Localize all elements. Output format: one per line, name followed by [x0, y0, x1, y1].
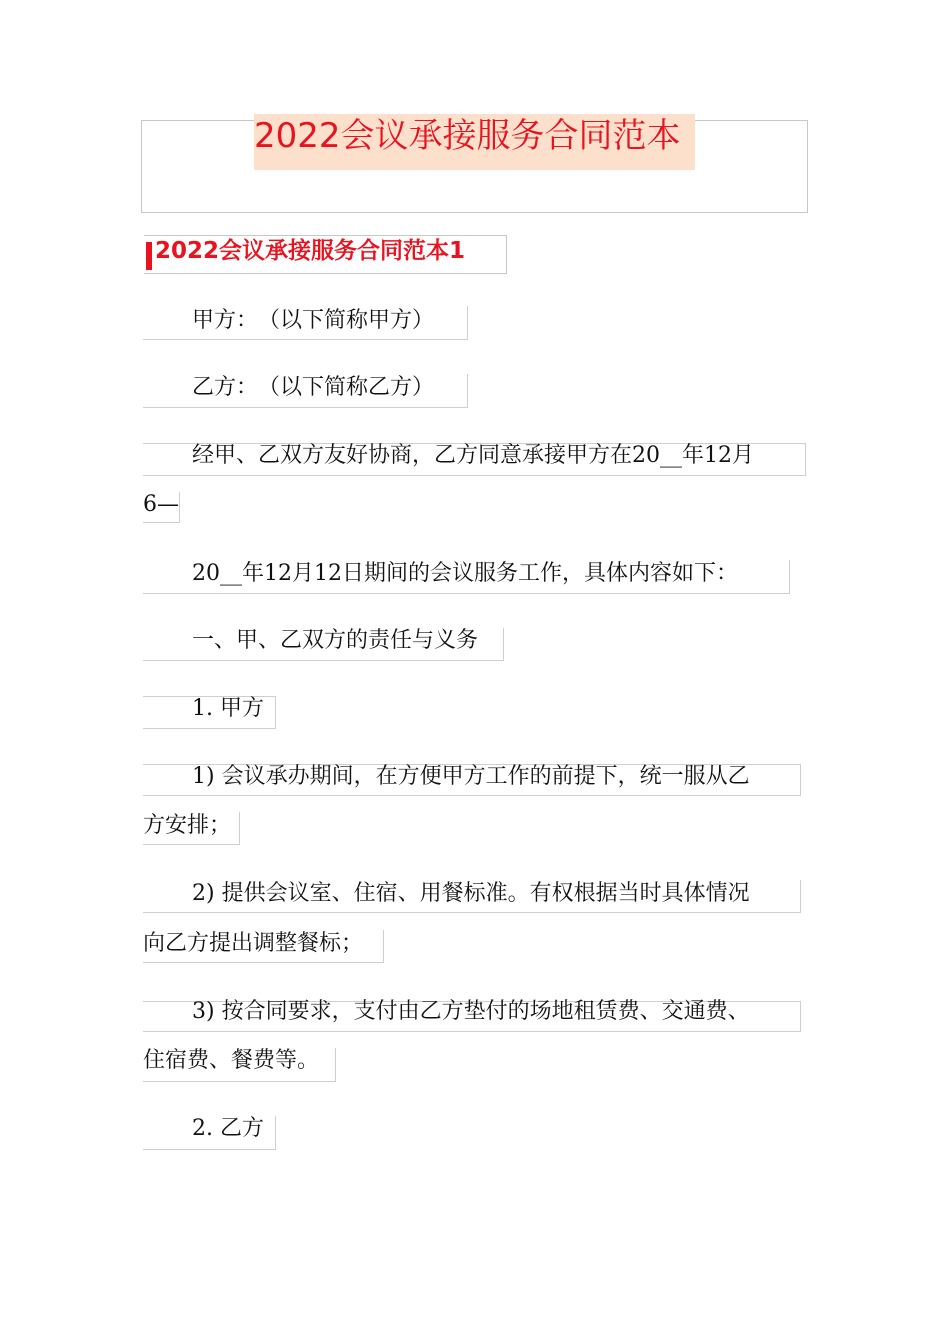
paragraph-line: 20__年12月12日期间的会议服务工作，具体内容如下： — [192, 561, 738, 586]
paragraph-line: 6— — [143, 492, 179, 517]
subclause-heading: 2. 乙方 — [192, 1116, 264, 1141]
party-a-line: 甲方： （以下简称甲方） — [192, 308, 435, 333]
list-item: 3) 按合同要求，支付由乙方垫付的场地租赁费、交通费、 — [192, 999, 750, 1024]
clause-heading: 一、甲、乙双方的责任与义务 — [192, 628, 479, 653]
list-item: 向乙方提出调整餐标； — [143, 931, 364, 956]
paragraph-line: 经甲、乙双方友好协商，乙方同意承接甲方在20__年12月 — [192, 443, 754, 468]
list-item: 方安排； — [143, 813, 232, 838]
party-b-line: 乙方： （以下简称乙方） — [192, 375, 435, 400]
list-item: 住宿费、餐费等。 — [143, 1048, 320, 1073]
section-heading: 2022会议承接服务合同范本1 — [155, 238, 466, 264]
list-item: 2) 提供会议室、住宿、用餐标准。有权根据当时具体情况 — [192, 881, 750, 906]
section-marker — [146, 242, 152, 270]
subclause-heading: 1. 甲方 — [192, 696, 264, 721]
document-title: 2022会议承接服务合同范本 — [254, 114, 695, 170]
list-item: 1) 会议承办期间，在方便甲方工作的前提下，统一服从乙 — [192, 764, 750, 789]
